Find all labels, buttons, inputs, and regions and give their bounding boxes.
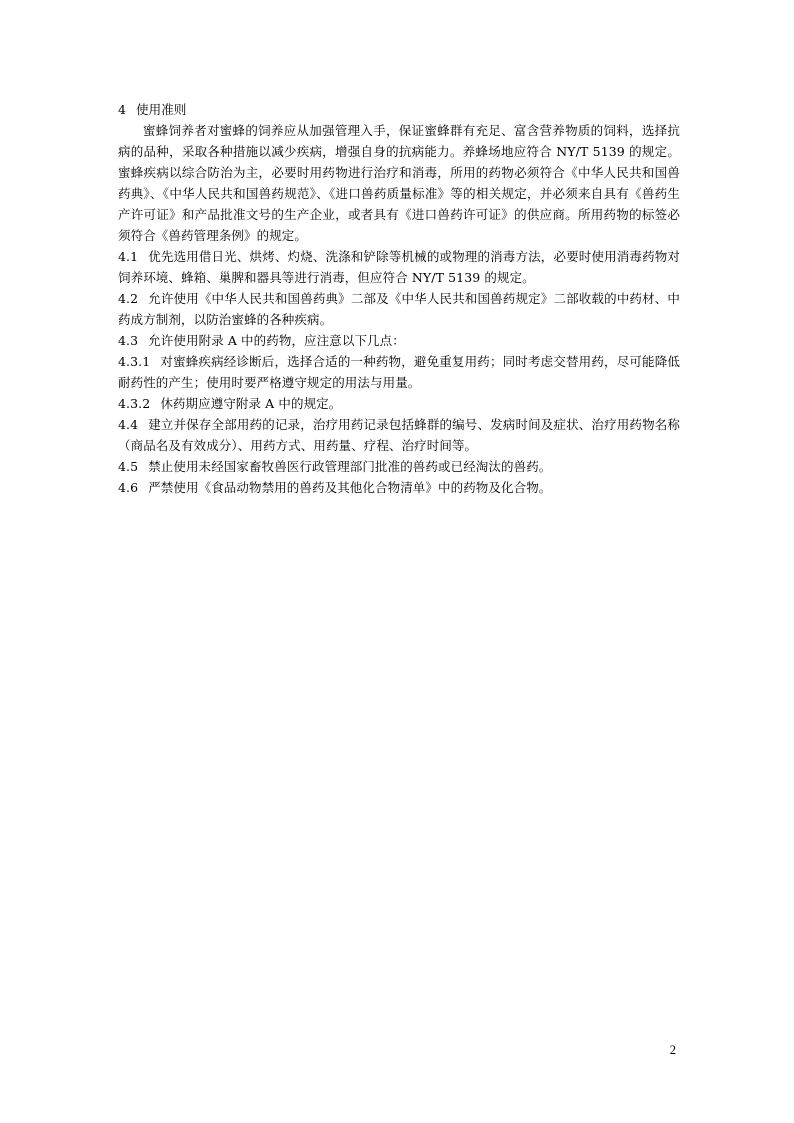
clause-4-5 — [118, 456, 680, 477]
page-content — [118, 99, 680, 498]
section-number: 4 — [118, 102, 127, 117]
clause-4-2 — [118, 288, 680, 330]
clause-number: 4.1 — [118, 249, 139, 264]
clause-text: 允许使用附录 A 中的药物，应注意以下几点： — [148, 333, 405, 348]
page-number: 2 — [669, 1043, 676, 1057]
section-heading — [118, 99, 680, 120]
clause-4-3-1 — [118, 351, 680, 393]
clause-text: 对蜜蜂疾病经诊断后，选择合适的一种药物，避免重复用药；同时考虑交替用药，尽可能降低耐药性的产生；使用时要严格遵守规定的用法与用量。 — [118, 354, 680, 390]
section-intro-paragraph: 蜜蜂饲养者对蜜蜂的饲养应从加强管理入手，保证蜜蜂群有充足、富含营养物质的饲料，选择抗病的品种，采取各种措施以减少疾病，增强自身的抗病能力。养蜂场地应符合 NY/T 5139 的规定。蜜蜂疾病以综合防治为主，必要时用药物进行治疗和消毒，所用的药物必须符合《中华人民共和国兽药典》、《中华人民共和国兽药规范》、《进口兽药质量标准》等的相关规定，并必须来自具有《兽药生产许可证》和产品批准文号的生产企业，或者具有《进口兽药许可证》的供应商。所用药物的标签必须符合《兽药管理条例》的规定。 — [118, 123, 680, 243]
clause-number: 4.3 — [118, 333, 139, 348]
clause-4-6 — [118, 477, 680, 498]
clause-4-3-2 — [118, 393, 680, 414]
clause-text: 严禁使用《食品动物禁用的兽药及其他化合物清单》中的药物及化合物。 — [148, 480, 552, 495]
clause-4-3 — [118, 330, 680, 351]
clause-text: 优先选用借日光、烘烤、灼烧、洗涤和铲除等机械的或物理的消毒方法，必要时使用消毒药物对饲养环境、蜂箱、巢脾和器具等进行消毒，但应符合 NY/T 5139 的规定。 — [118, 249, 680, 285]
clause-text: 允许使用《中华人民共和国兽药典》二部及《中华人民共和国兽药规定》二部收载的中药材、中药成方制剂，以防治蜜蜂的各种疾病。 — [118, 291, 680, 327]
clause-number: 4.5 — [118, 459, 139, 474]
clause-text: 禁止使用未经国家畜牧兽医行政管理部门批准的兽药或已经淘汰的兽药。 — [148, 459, 552, 474]
clause-text: 休药期应遵守附录 A 中的规定。 — [160, 396, 342, 411]
clause-number: 4.6 — [118, 480, 139, 495]
clause-4-1 — [118, 246, 680, 288]
clause-text: 建立并保存全部用药的记录，治疗用药记录包括蜂群的编号、发病时间及症状、治疗用药物名称（商品名及有效成分）、用药方式、用药量、疗程、治疗时间等。 — [118, 417, 680, 453]
clause-number: 4.2 — [118, 291, 139, 306]
clause-number: 4.4 — [118, 417, 139, 432]
section-title: 使用准则 — [136, 102, 187, 117]
clause-number: 4.3.1 — [118, 354, 151, 369]
clause-4-4 — [118, 414, 680, 456]
clause-number: 4.3.2 — [118, 396, 151, 411]
